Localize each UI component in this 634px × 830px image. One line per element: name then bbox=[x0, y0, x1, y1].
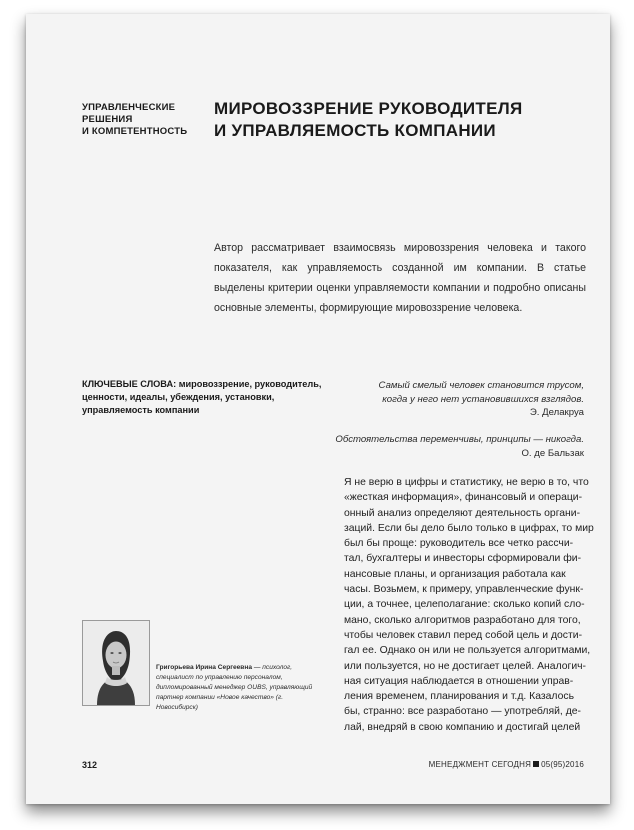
article-abstract: Автор рассматривает взаимосвязь мировоззрения человека и такого показателя, как управляемость созданной им компании. В статье выделены критерии оценки управляемости компании и подробно описаны основные элементы, формирующие мировоззрение человека. bbox=[214, 242, 586, 314]
author-photo bbox=[82, 620, 150, 706]
body-line: «жесткая информация», финансовый и операци- bbox=[344, 492, 583, 504]
body-line: лай, внедряй в свою компанию и достигай целей bbox=[344, 721, 581, 733]
body-line: онный анализ определяют деятельность органи- bbox=[344, 507, 581, 519]
magazine-name: МЕНЕДЖМЕНТ СЕГОДНЯ bbox=[428, 760, 532, 769]
author-portrait-image bbox=[83, 621, 149, 705]
article-title-line: МИРОВОЗЗРЕНИЕ РУКОВОДИТЕЛЯ bbox=[214, 99, 523, 118]
epigraph bbox=[324, 433, 584, 460]
body-line: Я не верю в цифры и статистику, не верю в то, что bbox=[344, 477, 589, 488]
section-label bbox=[82, 102, 202, 138]
body-line: ления временем, планирования и т.д. Казалось bbox=[344, 691, 574, 703]
epigraph-quote-line: Обстоятельства переменчивы, принципы — никогда. bbox=[335, 434, 584, 445]
article-body bbox=[344, 475, 594, 735]
epigraph-quote bbox=[324, 379, 584, 406]
section-label-line: УПРАВЛЕНЧЕСКИЕ bbox=[82, 102, 176, 113]
section-label-line: РЕШЕНИЯ bbox=[82, 114, 133, 125]
body-line: часы. Возьмем, к примеру, управленческие функ- bbox=[344, 584, 584, 596]
body-line: ная ситуация наблюдается в отношении управ- bbox=[344, 675, 574, 687]
body-line: или пользуется, но не достигает целей. Аналогич- bbox=[344, 660, 586, 672]
journal-page bbox=[26, 14, 610, 804]
author-description: — психолог, специалист по управлению персоналом, дипломированный менеджер OUBS, управляющий партнер компании «Новое качество» (г. Новосибирск) bbox=[156, 664, 313, 711]
body-line: чтобы человек ставил перед собой цель и дости- bbox=[344, 629, 583, 641]
square-separator-icon bbox=[533, 761, 539, 767]
page-number: 312 bbox=[82, 760, 98, 770]
magazine-footer bbox=[429, 760, 584, 769]
epigraph-author: О. де Бальзак bbox=[521, 447, 584, 459]
body-line: ции, а точнее, целеполагание: сколько копий сло- bbox=[344, 599, 585, 611]
body-line: мано, сколько алгоритмов разработано для того, bbox=[344, 614, 581, 626]
body-line: нансовые планы, и организация работала как bbox=[344, 568, 566, 580]
section-label-line: И КОМПЕТЕНТНОСТЬ bbox=[82, 126, 188, 137]
body-line: бы, странно: все разработано — употребляй, де- bbox=[344, 706, 581, 718]
body-line: тал, бухгалтеры и инвесторы сформировали фи- bbox=[344, 553, 582, 565]
body-line: гал ее. Однако он или не пользуется алгоритмами, bbox=[344, 645, 591, 657]
epigraph-quote bbox=[324, 433, 584, 447]
body-line: был бы проще: руководитель все четко рассчи- bbox=[344, 538, 574, 550]
author-name: Григорьева Ирина Сергеевна bbox=[156, 664, 253, 671]
epigraph bbox=[324, 379, 584, 420]
author-bio bbox=[156, 663, 326, 713]
epigraph-author: Э. Делакруа bbox=[529, 407, 584, 418]
body-line: заций. Если бы дело было только в цифрах, то мир bbox=[344, 522, 594, 534]
epigraph-quote-line: Самый смелый человек становится трусом, bbox=[378, 380, 584, 391]
article-title bbox=[214, 98, 594, 142]
epigraph-quote-line: когда у него нет установившихся взглядов. bbox=[382, 393, 584, 405]
keywords: КЛЮЧЕВЫЕ СЛОВА: мировоззрение, руководитель, ценности, идеалы, убеждения, установки, управляемость компании bbox=[82, 379, 322, 415]
magazine-issue: 05(95)2016 bbox=[541, 760, 584, 769]
article-title-line: И УПРАВЛЯЕМОСТЬ КОМПАНИИ bbox=[214, 121, 496, 140]
